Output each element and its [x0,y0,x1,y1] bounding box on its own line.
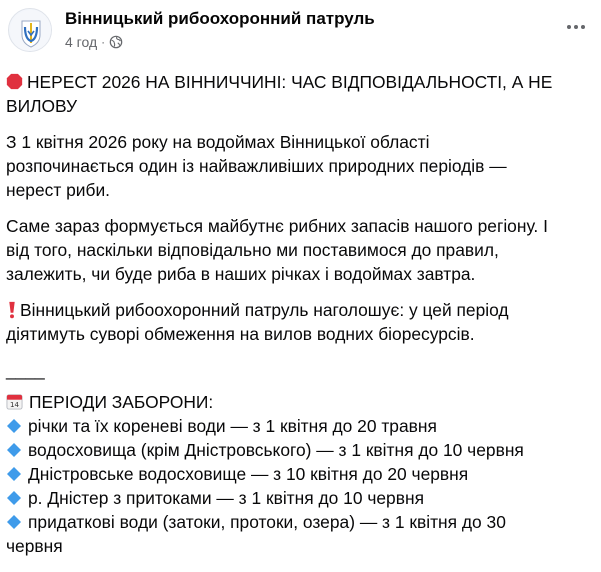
periods-title: ПЕРІОДИ ЗАБОРОНИ: [29,392,214,412]
post-header [8,6,593,58]
blue-diamond-icon [6,442,22,458]
paragraph-warning [6,298,591,346]
period-item [6,438,591,462]
page-avatar[interactable] [8,8,52,52]
stop-sign-icon [6,73,23,90]
paragraph-line: залежить, чи буде риба в наших річках і водоймах завтра. [6,264,476,284]
period-text: водосховища (крім Дністровського) — з 1 квітня до 10 червня [28,440,524,460]
exclamation-icon [6,301,18,319]
period-item [6,414,591,438]
paragraph-line: З 1 квітня 2026 року на водоймах Вінницької області [6,132,430,152]
paragraph-line: Саме зараз формується майбутнє рибних запасів нашого регіону. І [6,216,548,236]
period-item [6,462,591,486]
paragraph-line: нерест риби. [6,180,111,200]
post-timestamp[interactable]: 4 год [65,34,98,50]
blue-diamond-icon [6,514,22,530]
text-separator [6,358,591,382]
headline-line-2: ВИЛОВУ [6,96,78,116]
blue-diamond-icon [6,466,22,482]
paragraph-line: Вінницький рибоохоронний патруль наголошує: у цей період [20,300,509,320]
calendar-icon [6,393,23,410]
headline-line-1: НЕРЕСТ 2026 НА ВІННИЧЧИНІ: ЧАС ВІДПОВІДАЛЬНОСТІ, А НЕ [27,72,553,92]
periods-list [6,390,591,558]
author-name[interactable]: Вінницький рибоохоронний патруль [65,9,375,28]
paragraph-future [6,214,591,286]
paragraph-intro [6,130,591,202]
post-text [6,70,591,558]
paragraph-line: від того, наскільки відповідально ми поставимося до правил, [6,240,499,260]
post-meta [65,34,123,50]
blue-diamond-icon [6,418,22,434]
period-item [6,486,591,510]
paragraph-line: розпочинається один із найважливіших природних періодів — [6,156,507,176]
svg-text:14: 14 [9,400,20,410]
more-options-icon[interactable] [565,16,587,38]
paragraph-line: діятимуть суворі обмеження на вилов водних біоресурсів. [6,324,475,344]
period-text: Дністровське водосховище — з 10 квітня до 20 червня [28,464,469,484]
blue-diamond-icon [6,490,22,506]
period-text: придаткові води (затоки, протоки, озера) — з 1 квітня до 30 [28,512,506,532]
meta-separator: · [101,35,106,49]
period-text: р. Дністер з притоками — з 1 квітня до 10 червня [28,488,424,508]
separator-line: ____ [6,360,45,380]
period-item-tail: червня [6,536,63,556]
period-text: річки та їх кореневі води — з 1 квітня до 20 травня [28,416,437,436]
post-headline [6,70,591,118]
globe-icon[interactable] [109,35,123,49]
period-item [6,510,591,534]
